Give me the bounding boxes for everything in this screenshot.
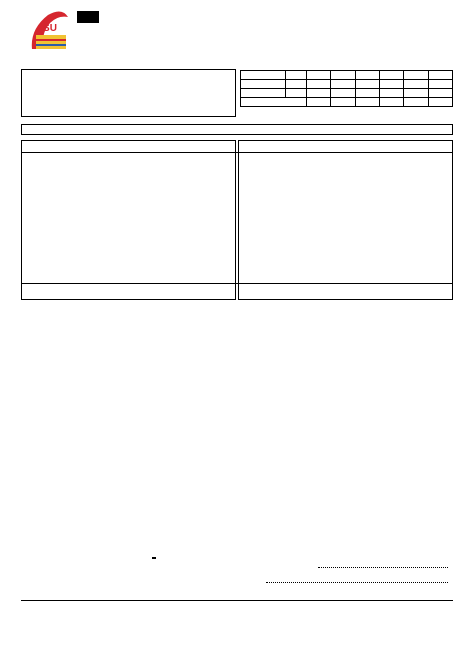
nzl-roster-box: [238, 140, 453, 300]
legend-captain-box: [152, 557, 156, 559]
score-set: [404, 80, 428, 89]
score-team: [241, 80, 286, 89]
score-header-row: [241, 71, 453, 80]
fivb-logo: [404, 30, 444, 46]
referees-box: [21, 124, 453, 135]
score-row-jpn: [241, 80, 453, 89]
set-duration: [307, 98, 331, 107]
score-set: [355, 80, 379, 89]
fivb-logo-icon: [404, 30, 444, 46]
set-duration-row: [241, 98, 453, 107]
header-code-badge: [77, 11, 99, 23]
set-duration: [331, 98, 355, 107]
score-row-nzl: [241, 89, 453, 98]
score-header-set1: [307, 71, 331, 80]
svg-text:SU: SU: [43, 23, 57, 34]
score-total: [428, 89, 452, 98]
score-team: [241, 89, 286, 98]
score-set: [331, 89, 355, 98]
score-set: [379, 89, 403, 98]
footer-rule: [21, 600, 453, 601]
event-logo-icon: [28, 9, 72, 55]
set-duration-label: [241, 98, 307, 107]
score-header-teams: [241, 71, 286, 80]
score-header-sets: [286, 71, 307, 80]
set-duration: [355, 98, 379, 107]
jury-line: [318, 567, 448, 568]
score-set: [331, 80, 355, 89]
score-set: [307, 89, 331, 98]
match-info-box: [21, 69, 236, 117]
score-header-set3: [355, 71, 379, 80]
total-duration: [428, 98, 452, 107]
score-header-set5: [404, 71, 428, 80]
jpn-roster-box: [21, 140, 236, 300]
score-header-total: [428, 71, 452, 80]
score-sets: [286, 80, 307, 89]
score-set: [379, 80, 403, 89]
score-total: [428, 80, 452, 89]
score-header-set4: [379, 71, 403, 80]
score-sets: [286, 89, 307, 98]
event-logo: [28, 9, 72, 55]
score-set: [355, 89, 379, 98]
score-set: [307, 80, 331, 89]
roster-coach-divider: [21, 283, 453, 284]
score-table: [240, 70, 453, 107]
score-set: [404, 89, 428, 98]
set-duration: [404, 98, 428, 107]
signature-line: [266, 582, 448, 583]
set-duration: [379, 98, 403, 107]
score-header-set2: [331, 71, 355, 80]
roster-header-divider: [21, 152, 453, 153]
